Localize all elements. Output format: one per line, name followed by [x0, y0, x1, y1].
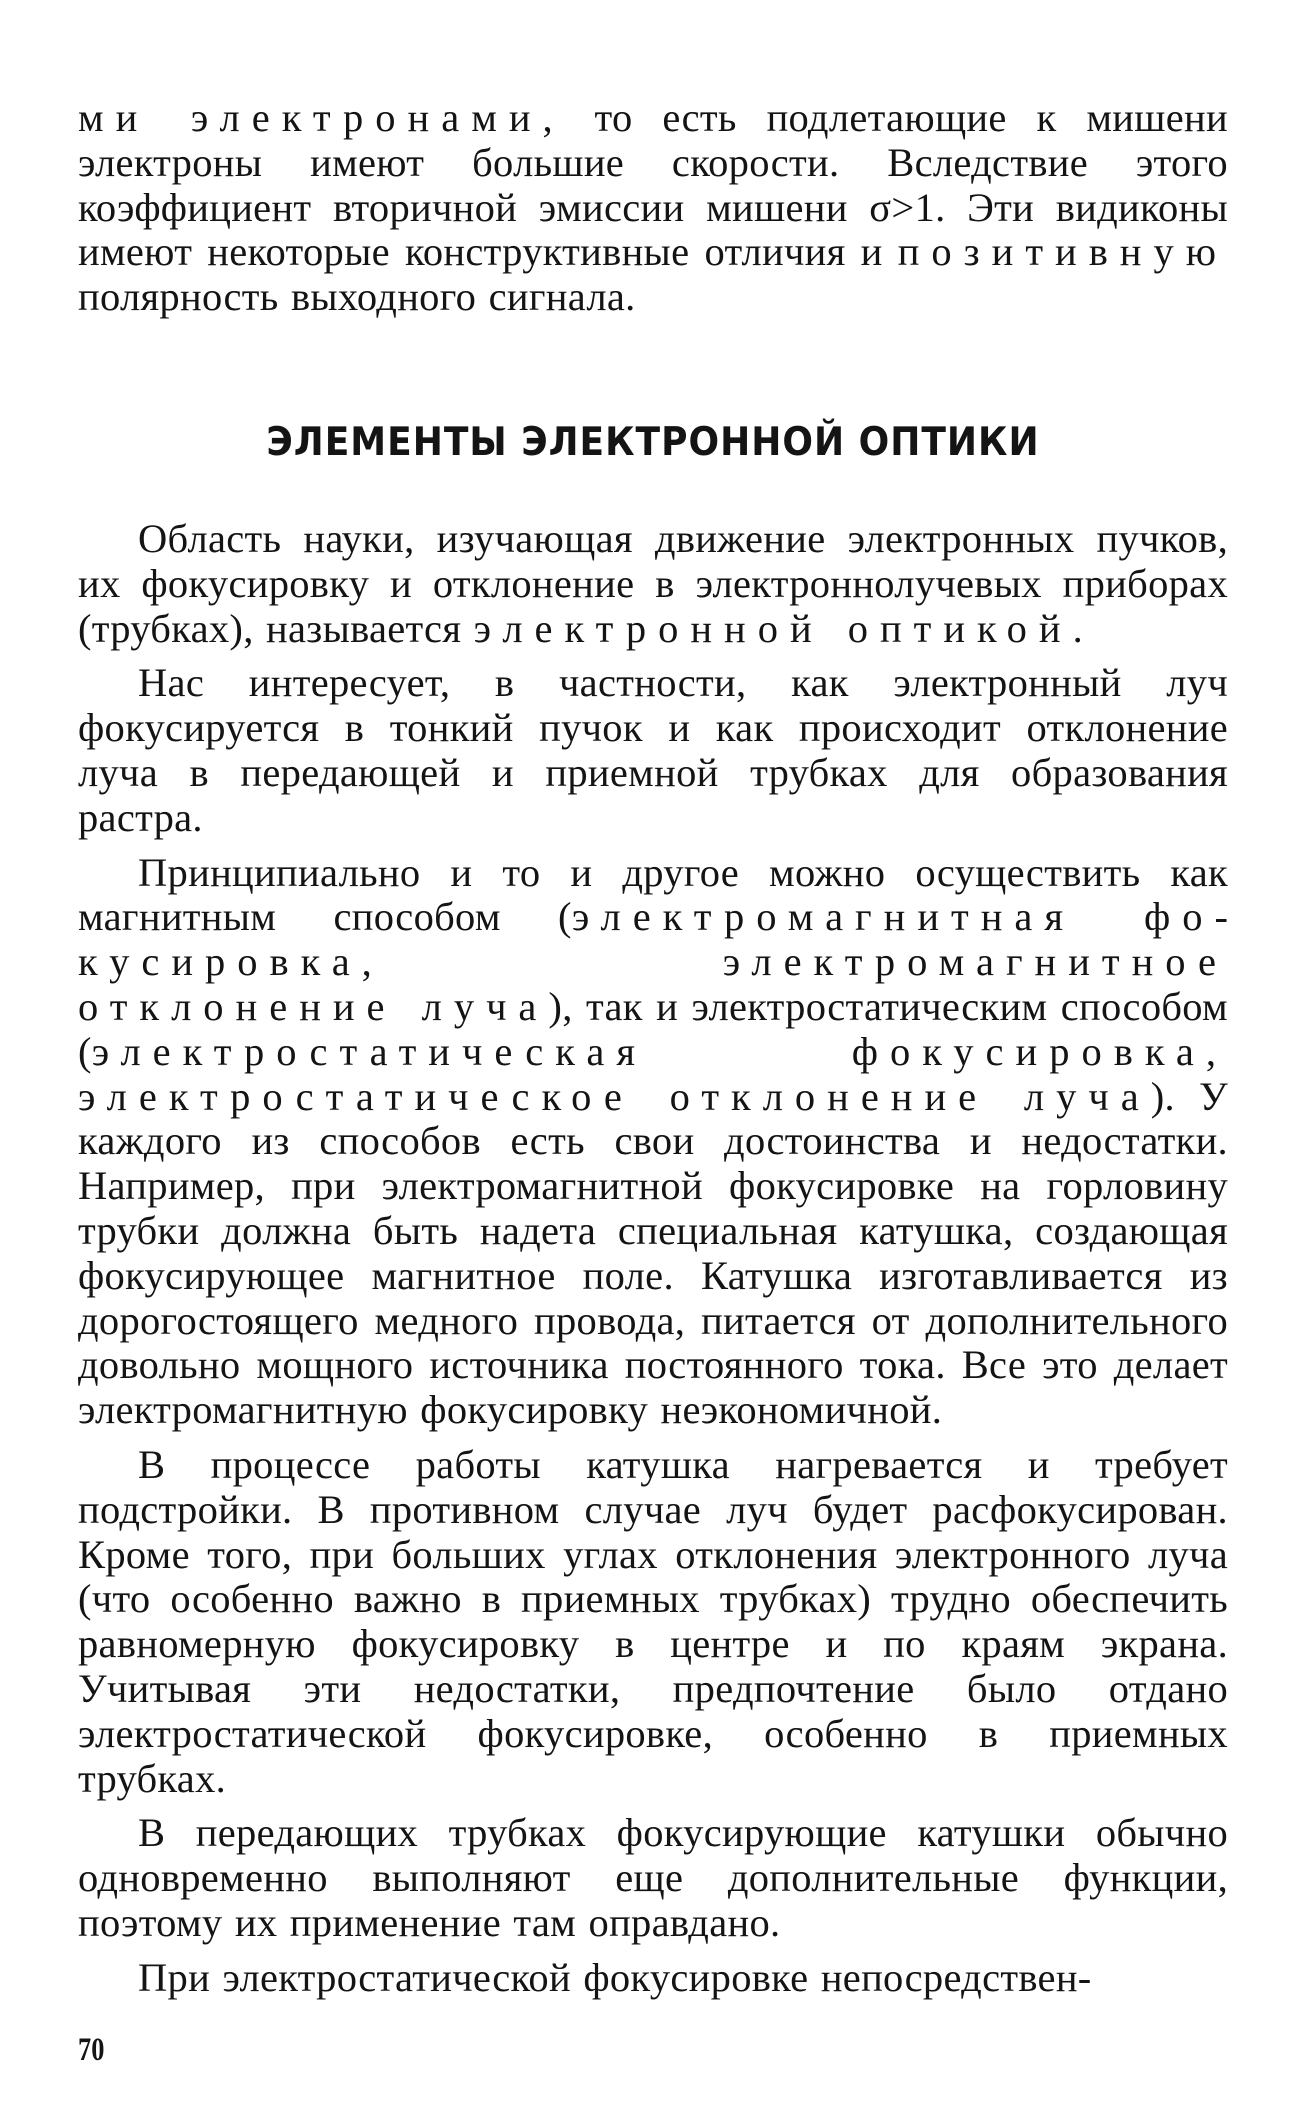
- paragraph-3-text-a: Принципиально и то и другое можно осуществить как магнитным способом (: [78, 849, 1228, 940]
- intro-end: полярность выходного сигнала.: [78, 274, 636, 320]
- section-heading: ЭЛЕМЕНТЫ ЭЛЕКТРОННОЙ ОПТИКИ: [266, 419, 1040, 466]
- paragraph-5: В передающих трубках фокусирующие катушки обычно одновременно выполняют еще дополнительные функции, поэтому их применение там оправдано.: [78, 1810, 1228, 1945]
- paragraph-3-text-e: ). У каждого из способов есть свои достоинства и недостатки. Например, при электромагнитной фокусировке на горловину трубки должна быть надета специальная катушка, создающая фокусирующее магнитное поле. Катушка изготавливается из дорогостоящего медного провода, питается от дополнительного довольно мощного источника постоянного тока. Все это делает электромагнитную фокусировку неэкономичной.: [78, 1073, 1228, 1433]
- intro-text: то есть подлетающие к мишени электроны имеют большие скорости. Вследствие этого коэффициент вторичной эмиссии мишени σ>1. Эти видиконы имеют некоторые конструктивные отличия и: [78, 95, 1228, 275]
- paragraph-4: В процессе работы катушка нагревается и требует подстройки. В противном случае луч будет расфокусирован. Кроме того, при больших углах отклонения электронного луча (что особенно важно в приемных трубках) трудно обеспечить равномерную фокусировку в центре и по краям экрана. Учитывая эти недостатки, предпочтение было отдано электростатической фокусировке, особенно в приемных трубках.: [78, 1441, 1228, 1801]
- paragraph-3: [78, 851, 1228, 1433]
- intro-paragraph: [78, 96, 1228, 320]
- spaced-text: ми электронами,: [78, 95, 565, 140]
- paragraph-2: Нас интересует, в частности, как электронный луч фокусируется в тонкий пучок и как происходит отклонение луча в передающей и приемной трубках для образования растра.: [78, 660, 1228, 840]
- paragraph-6: При электростатической фокусировке непосредствен-: [138, 1954, 1092, 2000]
- spaced-text: электростатическая фокусировка, электростатическое отклонение луча: [78, 1028, 1228, 1119]
- page-body: [78, 96, 1228, 2000]
- paragraph-1-text: Область науки, изучающая движение электронных пучков, их фокусировку и отклонение в электроннолучевых приборах (трубках), называется: [78, 515, 1228, 651]
- paragraph-1: [78, 517, 1228, 651]
- paragraph-3-text-c: ), так и электростатическим способом (: [78, 983, 1228, 1074]
- spaced-text: электронной оптикой.: [473, 605, 1095, 651]
- spaced-text: позитивную: [897, 229, 1228, 275]
- spaced-text: электромагнитная фокусировка, электромагнитное отклонение луча: [78, 894, 1228, 1029]
- page-number: 70: [78, 2032, 105, 2068]
